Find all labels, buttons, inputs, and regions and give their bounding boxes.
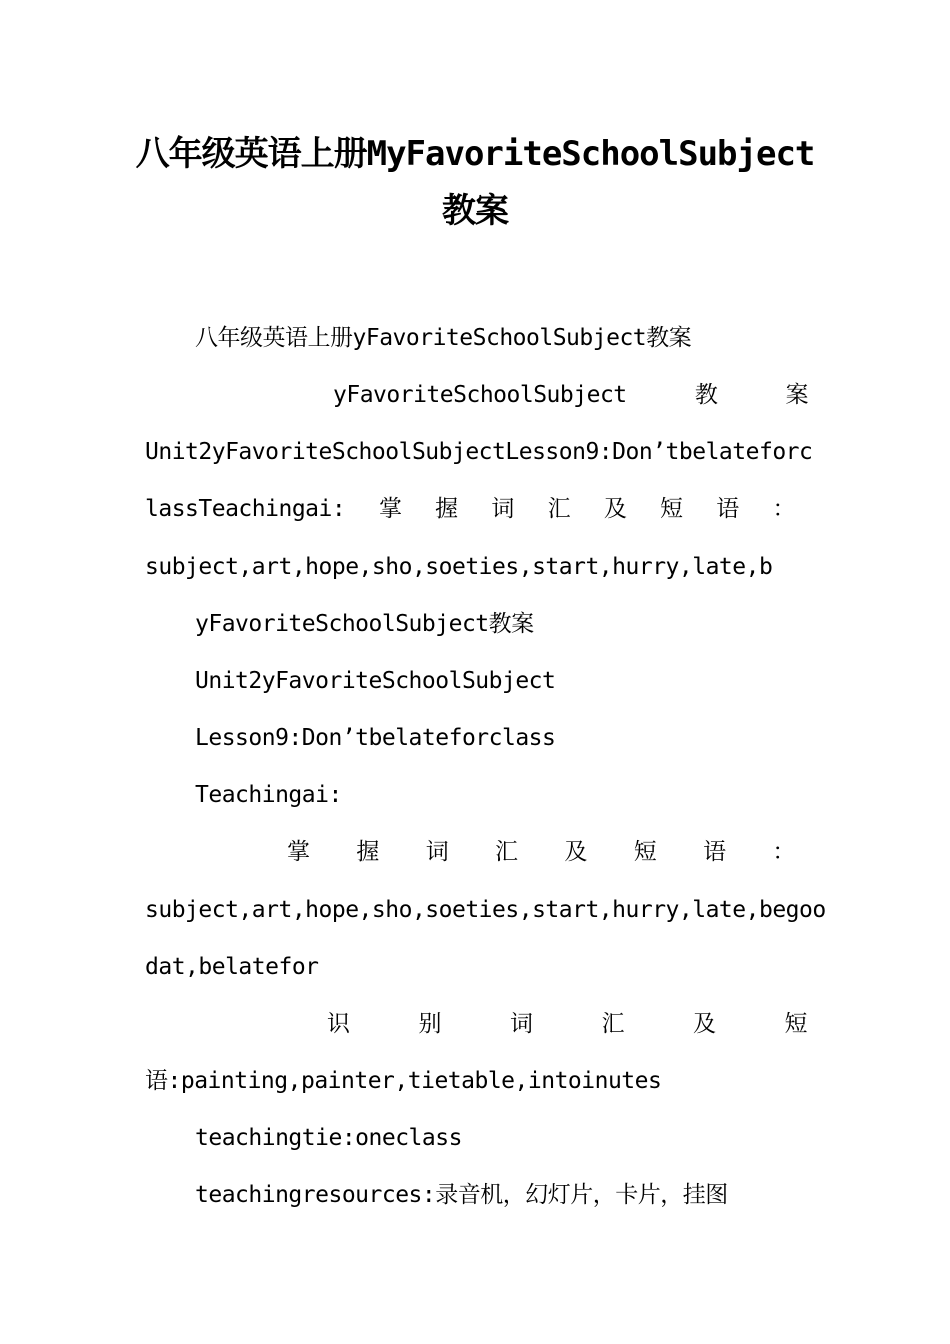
summary-text: 及 <box>603 496 627 522</box>
teaching-resources-line: teachingresources:录音机，幻灯片，卡片，挂图 <box>195 1182 728 1208</box>
recognize-words-list: 语:painting,painter,tietable,intoinutes <box>145 1068 662 1094</box>
summary-text: yFavoriteSchoolSubject <box>333 382 627 408</box>
summary-line-4: subject,art,hope,sho,soeties,start,hurry,late,b <box>145 554 773 580</box>
master-words-char: ： <box>772 839 795 865</box>
master-words-line <box>287 837 795 867</box>
heading-line: 八年级英语上册yFavoriteSchoolSubject教案 <box>195 325 692 351</box>
summary-text: 汇 <box>547 496 571 522</box>
master-words-char: 及 <box>564 839 587 865</box>
master-words-char: 短 <box>633 839 657 865</box>
summary-text: ： <box>772 496 795 522</box>
unit-line: Unit2yFavoriteSchoolSubject <box>195 668 556 694</box>
summary-text: 语 <box>716 496 739 522</box>
summary-text: 案 <box>785 382 808 408</box>
recognize-words-char: 短 <box>784 1011 807 1037</box>
recognize-words-char: 识 <box>327 1011 350 1037</box>
master-words-char: 语 <box>703 839 726 865</box>
master-words-list-cont: dat,belatefor <box>145 954 319 980</box>
summary-text: 掌 <box>378 496 402 522</box>
teaching-time-line: teachingtie:oneclass <box>195 1125 462 1151</box>
master-words-char: 汇 <box>495 839 518 865</box>
recognize-words-char: 及 <box>693 1011 716 1037</box>
summary-text: 词 <box>491 496 514 522</box>
master-words-char: 词 <box>425 839 449 865</box>
recognize-words-char: 词 <box>510 1011 533 1037</box>
recognize-words-char: 别 <box>418 1011 441 1037</box>
master-words-list: subject,art,hope,sho,soeties,start,hurry,late,begoo <box>145 897 826 923</box>
summary-text: 握 <box>435 496 458 522</box>
teaching-aim-label: Teachingai: <box>195 782 342 808</box>
master-words-char: 握 <box>356 839 379 865</box>
summary-line-3 <box>145 494 795 524</box>
summary-line-2: Unit2yFavoriteSchoolSubjectLesson9:Don’tbelateforc <box>145 439 813 465</box>
title-line-2: 教案 <box>442 191 508 231</box>
recognize-words-char: 汇 <box>601 1011 624 1037</box>
title-line-1: 八年级英语上册MyFavoriteSchoolSubject <box>135 134 815 174</box>
summary-text: 教 <box>694 382 718 408</box>
body-title: yFavoriteSchoolSubject教案 <box>195 611 534 637</box>
master-words-char: 掌 <box>287 839 310 865</box>
summary-text: lassTeachingai: <box>145 496 346 522</box>
summary-text: 短 <box>660 496 683 522</box>
lesson-line: Lesson9:Don’tbelateforclass <box>195 725 556 751</box>
recognize-words-line <box>327 1009 807 1039</box>
summary-line-1 <box>333 380 808 410</box>
